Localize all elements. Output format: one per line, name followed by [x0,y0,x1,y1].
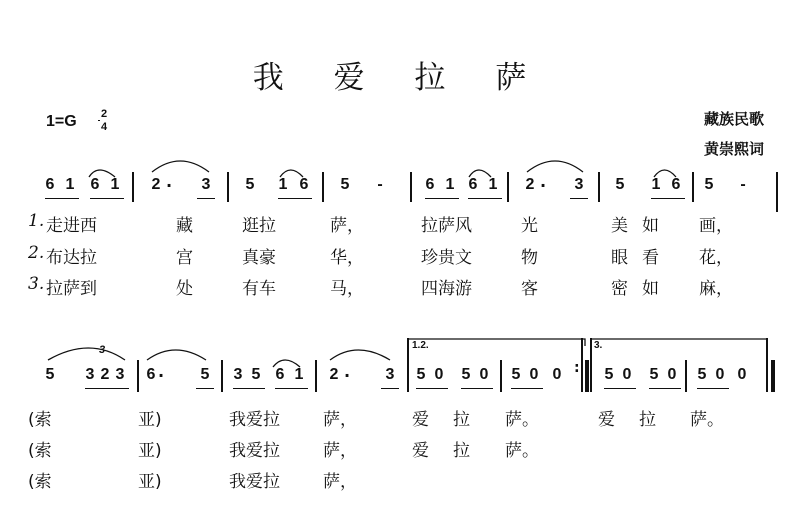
lyric: 马， [330,279,364,299]
lyric: 麻， [699,279,733,299]
note: 5 [416,366,426,383]
lyric: 真豪 [242,248,276,268]
note: 1 [445,176,455,193]
note: 0 [434,366,444,383]
note: 5 [649,366,659,383]
note: 3 [85,366,95,383]
lyric: 四海游 [421,279,472,299]
slur [527,161,583,172]
note: 5 [200,366,210,383]
note: 2 [100,366,110,383]
note: 6 [468,176,478,193]
slur [48,348,125,360]
note: 5 [704,176,714,193]
lyric: 藏 [176,216,193,236]
lyric: 物 [521,248,538,268]
lyric: 花， [699,248,733,268]
note: 0 [622,366,632,383]
note: 0 [667,366,677,383]
note: - [740,176,746,193]
lyric: 亚) [138,472,162,492]
note: 2 [329,366,339,383]
note: 5 [251,366,261,383]
augmentation-dot: . [158,362,165,381]
note: 3 [233,366,243,383]
lyric: 有车 [242,279,276,299]
verse-number: 2. [28,243,45,263]
lyric: 爱拉 [598,410,680,430]
note: 3 [115,366,125,383]
key-signature: 1=G [46,113,77,130]
lyric: 走进西 [46,216,97,236]
repeat-dots: : [574,360,580,376]
volta-bracket-1 [408,339,585,346]
note: 6 [146,366,156,383]
lyric: 光 [521,216,538,236]
note: 6 [299,176,309,193]
lyricist-credit: 黄崇熙词 [704,140,765,158]
genre-credit: 藏族民歌 [704,110,765,128]
lyric: 我爱拉 [229,441,280,461]
lyric: 珍贵文 [421,248,472,268]
verse-number: 1. [28,211,45,231]
note: 5 [511,366,521,383]
song-title: 我 爱 拉 萨 [252,60,547,96]
lyric: 画， [699,216,733,236]
lyric: 美如 [611,216,673,236]
note: 5 [340,176,350,193]
lyric: 萨。 [505,410,539,430]
lyric: 亚) [138,441,162,461]
note: 1 [65,176,75,193]
note: 5 [461,366,471,383]
lyric: 拉萨到 [46,279,97,299]
slur [280,170,303,177]
note: 2 [151,176,161,193]
lyric: (索 [28,441,52,461]
note: 0 [552,366,562,383]
augmentation-dot: . [540,172,547,191]
meter-top: 2 [100,108,108,120]
lyric: 宫 [176,248,193,268]
note: 5 [615,176,625,193]
lyric: 拉萨风 [421,216,472,236]
meter-bottom: 4 [100,121,108,133]
slur [654,170,676,177]
note: 6 [425,176,435,193]
note: 3 [574,176,584,193]
slur [89,170,115,177]
ending-1-label: 1.2. [412,340,429,351]
slur [273,360,300,367]
note: 1 [488,176,498,193]
note: 0 [479,366,489,383]
lyric: 处 [176,279,193,299]
lyric: 布达拉 [46,248,97,268]
lyric: (索 [28,410,52,430]
note: - [377,176,383,193]
slur [152,161,209,172]
note: 1 [294,366,304,383]
note: 1 [651,176,661,193]
note: 0 [715,366,725,383]
slur [147,350,206,360]
note: 2 [525,176,535,193]
note: 1 [278,176,288,193]
note: 5 [697,366,707,383]
note: 6 [45,176,55,193]
note: 6 [275,366,285,383]
note: 3 [385,366,395,383]
lyric: 爱拉 [412,410,494,430]
lyric: 萨， [323,410,357,430]
lyric: (索 [28,472,52,492]
slur [469,170,491,177]
lyric: 客 [521,279,538,299]
lyric: 我爱拉 [229,472,280,492]
lyric: 眼看 [611,248,673,268]
note: 3 [201,176,211,193]
note: 6 [90,176,100,193]
lyric: 萨， [330,216,364,236]
lyric: 萨， [323,441,357,461]
lyric: 萨。 [505,441,539,461]
lyric: 密如 [611,279,673,299]
augmentation-dot: . [344,362,351,381]
slur [330,350,390,360]
note: 0 [529,366,539,383]
note: 5 [245,176,255,193]
lyric: 华， [330,248,364,268]
note: 5 [604,366,614,383]
note: 0 [737,366,747,383]
lyric: 我爱拉 [229,410,280,430]
ending-2-label: 3. [594,340,603,351]
lyric: 逛拉 [242,216,276,236]
note: 1 [110,176,120,193]
lyric: 萨。 [690,410,724,430]
note: 6 [671,176,681,193]
verse-number: 3. [28,274,45,294]
lyric: 亚) [138,410,162,430]
note: 5 [45,366,55,383]
lyric: 爱拉 [412,441,494,461]
triplet-marker: 3 [99,344,106,356]
lyric: 萨， [323,472,357,492]
augmentation-dot: . [166,172,173,191]
